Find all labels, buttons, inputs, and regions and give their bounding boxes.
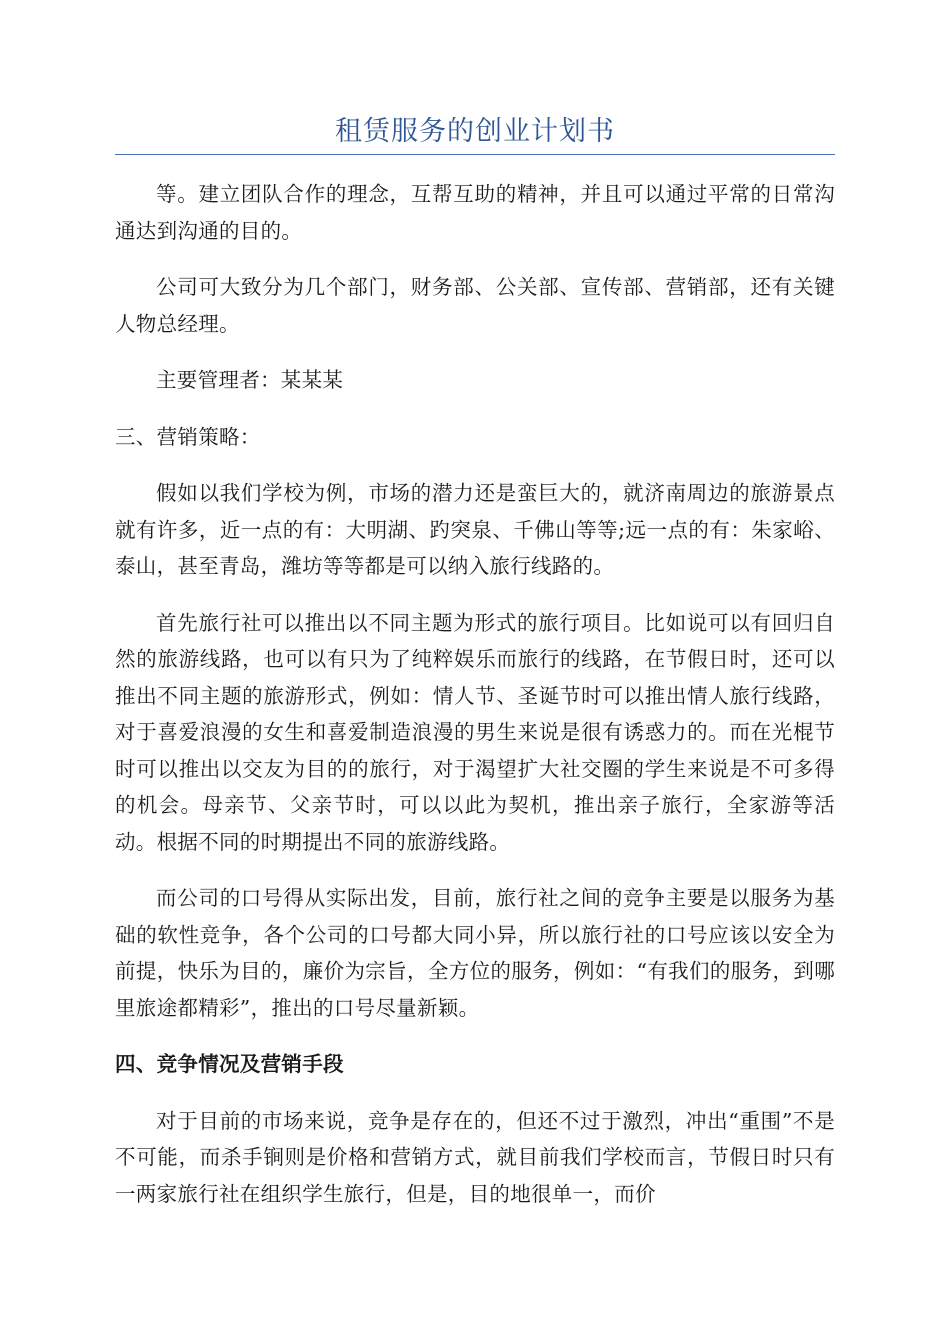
document-body xyxy=(115,176,835,1212)
document-title: 租赁服务的创业计划书 xyxy=(335,116,615,147)
paragraph-slogan: 而公司的口号得从实际出发，目前，旅行社之间的竞争主要是以服务为基础的软性竞争，各个公司的口号都大同小异，所以旅行社的口号应该以安全为前提，快乐为目的，廉价为宗旨，全方位的服务，例如：“有我们的服务，到哪里旅途都精彩”，推出的口号尽量新颖。 xyxy=(115,886,835,1020)
paragraph-team-concept: 等。建立团队合作的理念，互帮互助的精神，并且可以通过平常的日常沟通达到沟通的目的。 xyxy=(115,182,835,243)
title-divider xyxy=(115,154,835,155)
section-heading-competition: 四、竞争情况及营销手段 xyxy=(115,1052,344,1076)
paragraph-market-potential: 假如以我们学校为例，市场的潜力还是蛮巨大的，就济南周边的旅游景点就有许多，近一点的有：大明湖、趵突泉、千佛山等等;远一点的有：朱家峪、泰山，甚至青岛，潍坊等等都是可以纳入旅行线路的。 xyxy=(115,481,835,578)
section-heading-marketing-strategy: 三、营销策略： xyxy=(115,424,261,449)
paragraph-departments: 公司可大致分为几个部门，财务部、公关部、宣传部、营销部，还有关键人物总经理。 xyxy=(115,275,835,336)
paragraph-theme-travel: 首先旅行社可以推出以不同主题为形式的旅行项目。比如说可以有回归自然的旅游线路，也可以有只为了纯粹娱乐而旅行的线路，在节假日时，还可以推出不同主题的旅游形式，例如：情人节、圣诞节时可以推出情人旅行线路，对于喜爱浪漫的女生和喜爱制造浪漫的男生来说是很有诱惑力的。而在光棍节时可以推出以交友为目的的旅行，对于渴望扩大社交圈的学生来说是不可多得的机会。母亲节、父亲节时，可以以此为契机，推出亲子旅行，全家游等活动。根据不同的时期提出不同的旅游线路。 xyxy=(115,610,835,854)
paragraph-competition: 对于目前的市场来说，竞争是存在的，但还不过于激烈，冲出“重围”不是不可能，而杀手锏则是价格和营销方式，就目前我们学校而言，节假日时只有一两家旅行社在组织学生旅行，但是，目的地很单一，而价 xyxy=(115,1108,835,1206)
paragraph-manager: 主要管理者：某某某 xyxy=(156,368,344,392)
